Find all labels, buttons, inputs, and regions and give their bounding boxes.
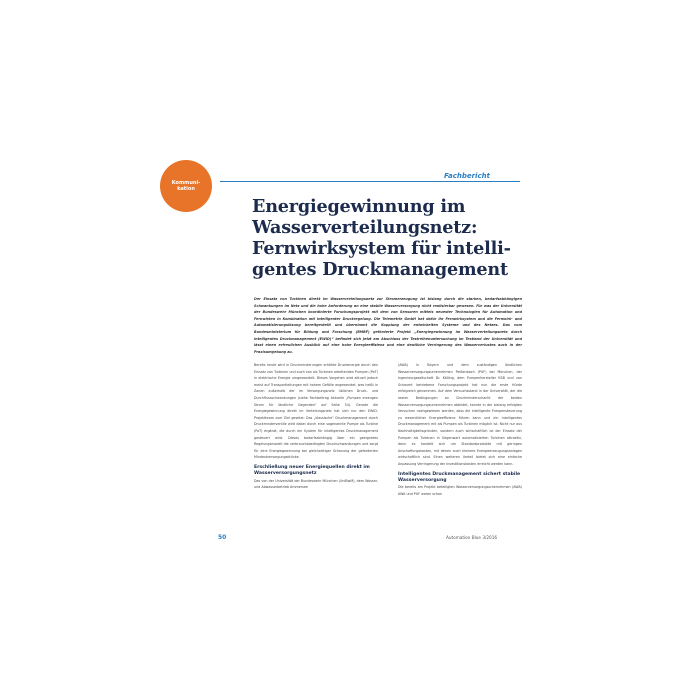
headline-line-2: Wasserverteilungsnetz: <box>252 217 478 238</box>
magazine-issue: Automation Blue 3/2016 <box>446 535 498 540</box>
column-left-subheading: Erschließung neuer Energiequellen direkt im Wasserversorgungsnetz <box>254 464 370 477</box>
column-left-text-2: Das von der Universität der Bundeswehr München (UniBwM), dem Wasser- und Abwasserbetrieb Ammersee <box>254 478 378 490</box>
column-right-text-2: Die bereits am Projekt beteiligten Wasserversorgungsunternehmen (AWA) AWA und PUF waren schon <box>398 485 522 496</box>
section-divider <box>220 181 520 182</box>
page-number: 50 <box>218 534 227 541</box>
column-left <box>254 362 378 498</box>
column-right-text: (AWA) in Bayern und dem zuständigen ländlichen Wasserversorgungsunternehmen Peißenbach (PUF) bei München, der Ingenieurgesellschaft Dr. Kölling, dem Pumpenhersteller KSB und von Schaumt betriebene Forschungsprojekt hat nun die erste Hürde erfolgreich genommen. Auf dem Versuchsstand in der Universität, der die realen Bedingungen an Druckminderschacht der beiden Wasserversorgungsunternehmen abbildet, konnte in der bislang erfolgten Versuchen nachgewiesen werden, dass die intelligente Pumpensteuerung zu wesentlicher Energieeffizienz führen kann und ein intelligentes Druckmanagement mit als Pumpen als Turbinen möglich ist. Nicht nur aus Nachhaltigkeitsgründen, sondern auch wirtschaftlich ist der Einsatz der Pumpen als Turbinen in Gegenwart automatisierten Turbinen attraktiv, denn es handelt sich um Standardprodukte mit geringen Anschaffungskosten, mit denen auch kleinere Energieerzeugungsanlagen wirtschaftlich sind. Einen weiteren Vorteil bietet sich eine einfache Anpassung Verringerung der Investitionskosten erreicht werden kann. <box>398 363 522 466</box>
column-right <box>398 362 522 498</box>
section-label: Fachbericht <box>444 172 490 180</box>
badge-line-1: Kommuni- <box>171 179 201 186</box>
article-lead: Der Einsatz von Turbinen direkt im Wasserverteilungsnetz zur Stromerzeugung ist bislang durch die starken, bedarfsabhängigen Schwankungen im Netz und die hohe Anforderung an eine stabile Wasserversorgung nicht realisierbar gewesen. Für was der Universität der Bundeswehr München koordinierte Forschungsprojekt mit dem von Sensoren mittels neuester Technologien für Automation und Fernwirken in Kombination mit intelligenter Druckregelung. Die Telemetrie GmbH hat dafür ihr Fernwirksystem und die Fernwirk- und Automatisierungslösung bereitgestellt und übernimmt die Kopplung der entwickelten Systeme und des Netzes. Das vom Bundesministerium für Bildung und Forschung (BMBF) geförderte Projekt „Energiegewinnung im Wasserverteilungsnetz durch intelligentes Druckmanagement (EWID)“ befindet sich jetzt am Abschluss der Testreihenuntersuchung im Testland der Universität und lässt einen erfreulichen Ausblick auf eine hohe Energieeffizienz und eine deutliche Verringerung des Wasserverlustes auch in der Praxisumgebung zu. <box>254 297 522 354</box>
category-badge <box>160 160 212 212</box>
headline-line-3: Fernwirksystem für intelli- <box>252 238 511 259</box>
headline-line-4: gentes Druckmanagement <box>252 259 508 280</box>
column-right-subheading: Intelligentes Druckmanagement sichert stabile Wasserversorgung <box>398 471 521 483</box>
article-headline <box>252 196 520 280</box>
badge-line-2: kation <box>177 186 195 192</box>
article-body <box>254 362 522 498</box>
headline-line-1: Energiegewinnung im <box>252 196 466 217</box>
column-left-text: Bereits heute wird in Druckminderungen erhöhte Druckenergie durch den Einsatz von Turbinen und auch von als Turbinen arbeitenden Pumpen (PaT) in elektrische Energie umgewandelt. Dieses Vorgehen wird aktuell jedoch meist auf Transportleitungen mit hohem Gefälle angewendet, was heißt in Zonen außerhalb der im Versorgungsnetz üblichen Druck- und Durchflussschwankungen (siehe Fachbeitrag Aktuelle „Pumpen erzeugen Strom für ländliche Gegenden“ auf Seite 54). Gerade die Energiegewinnung direkt im Verteilungsnetz hat sich nur den EWID-Projektteam zum Ziel gesetzt: Das „klassische“ Druckmanagement durch Druckminderventile wird dabei durch eine sogenannte Pumpe als Turbine (PaT) ergänzt, die durch ein System für intelligentes Druckmanagement gesteuert wird. Dieses bedarfsabhängig über ein geeignetes Regelungsmodell die verbrauchsbedingten Druckschwankungen und sorgt für eine Energiegewinnung bei gleichzeitiger Schonung der geforderten Mindestversorgungsdrücke. <box>254 363 378 460</box>
